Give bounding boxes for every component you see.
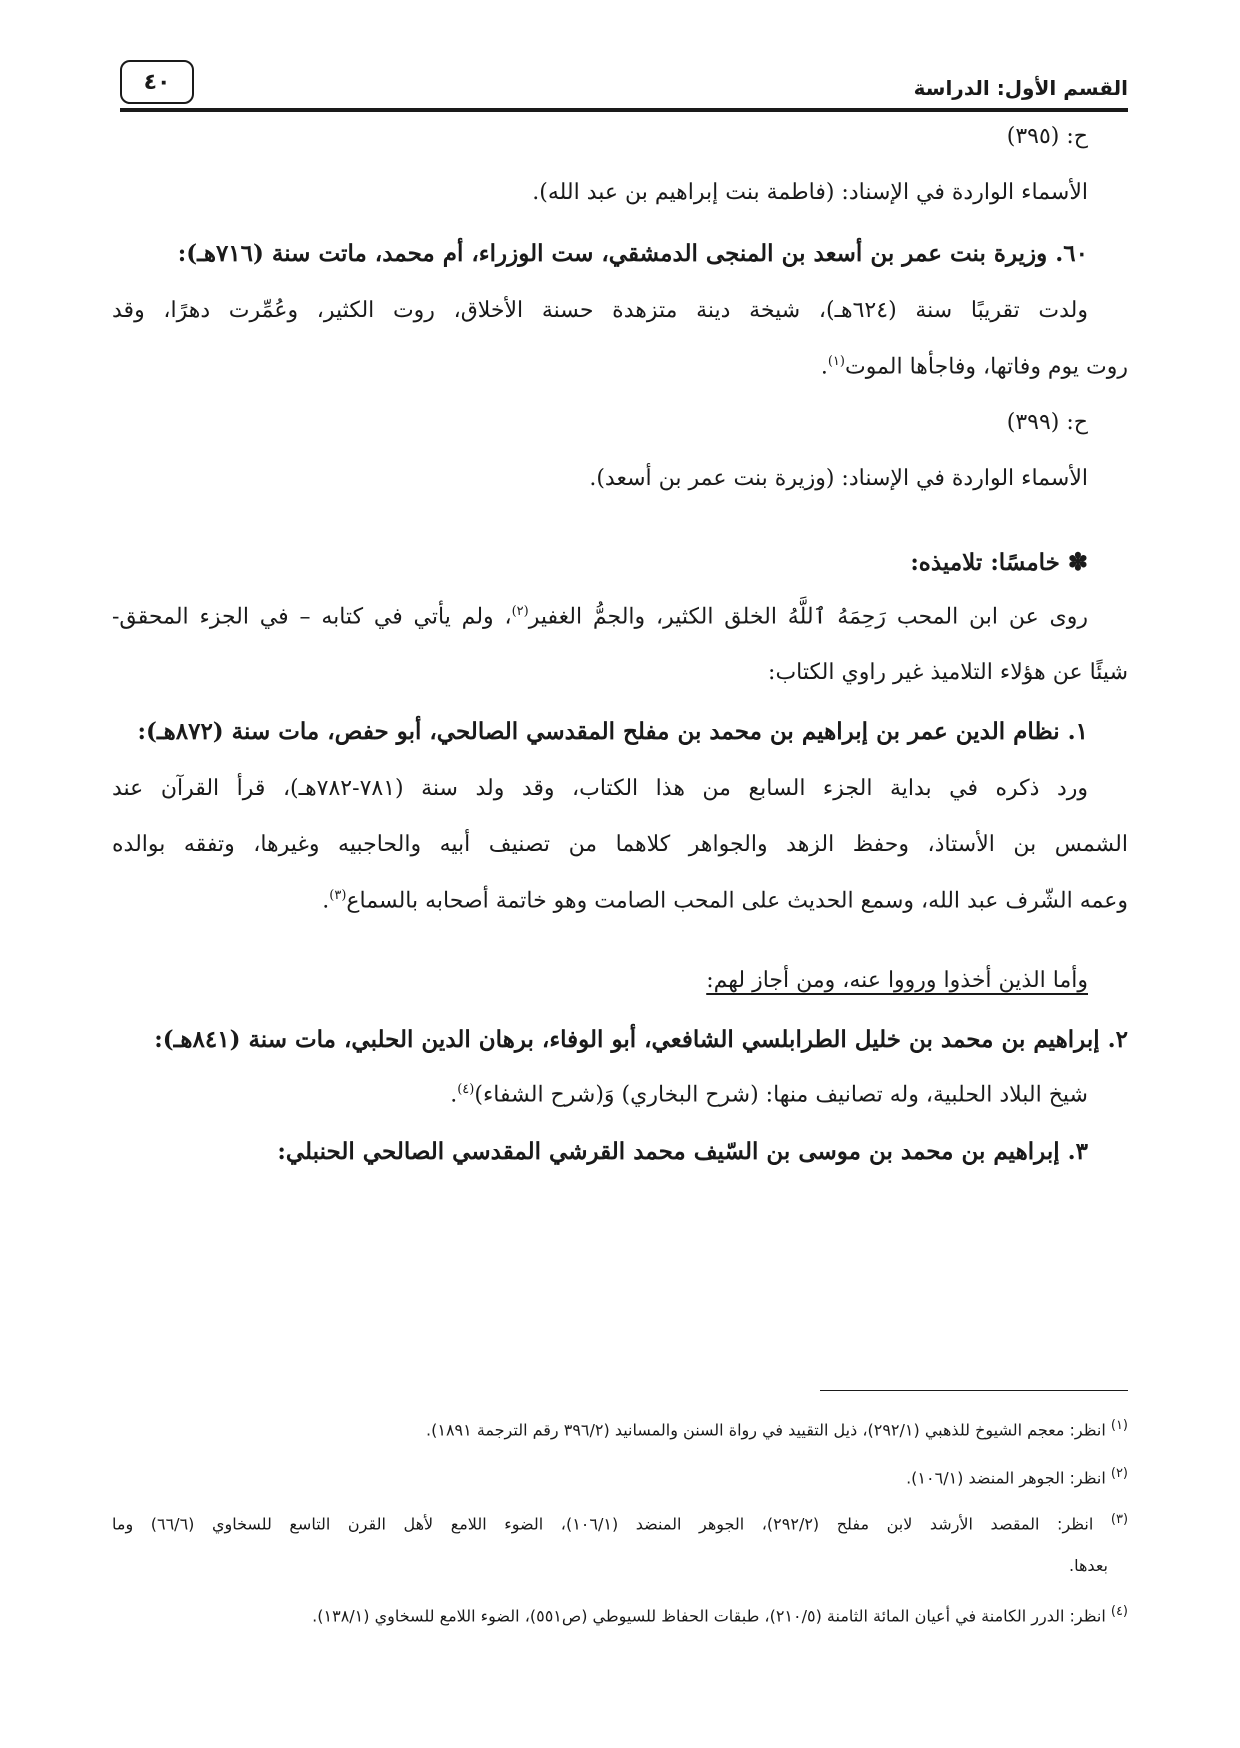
footnote-number: (٢): [1110, 1466, 1128, 1481]
paragraph-line: ورد ذكره في بداية الجزء السابع من هذا الكتاب، وقد ولد سنة (٧٨١-٧٨٢هـ)، قرأ القرآن عند: [112, 776, 1088, 801]
entry-heading-1: ١. نظام الدين عمر بن إبراهيم بن محمد بن مفلح المقدسي الصالحي، أبو حفص، مات سنة (٨٧٢هـ):: [137, 718, 1088, 745]
footnote-text: انظر: الجوهر المنضد (١٠٦/١).: [906, 1468, 1106, 1488]
paragraph-text: .: [820, 354, 828, 380]
isnad-names-2: الأسماء الواردة في الإسناد: (وزيرة بنت عمر بن أسعد).: [589, 466, 1088, 491]
paragraph-text: ، ولم يأتي في كتابه – في الجزء المحقق-: [112, 604, 512, 630]
footnote-text: انظر: المقصد الأرشد لابن مفلح (٢٩٢/٢)، الجوهر المنضد (١٠٦/١)، الضوء اللامع لأهل القرن التاسع للسخاوي (٦٦/٦) وما: [112, 1514, 1094, 1534]
footnote-text: انظر: معجم الشيوخ للذهبي (٢٩٢/١)، ذيل التقييد في رواة السنن والمسانيد (٣٩٦/٢ رقم الترجمة ١٨٩١).: [426, 1420, 1106, 1440]
paragraph-text: وعمه الشّرف عبد الله، وسمع الحديث على المحب الصامت وهو خاتمة أصحابه بالسماع: [346, 888, 1128, 914]
footnote-number: (٤): [1110, 1604, 1128, 1619]
entry-heading-60: ٦٠. وزيرة بنت عمر بن أسعد بن المنجى الدمشقي، ست الوزراء، أم محمد، ماتت سنة (٧١٦هـ):: [177, 240, 1088, 267]
paragraph-text: .: [322, 888, 330, 914]
paragraph-line: ولدت تقريبًا سنة (٦٢٤هـ)، شيخة دينة متزهدة حسنة الأخلاق، روت الكثير، وعُمِّرت دهرًا، وقد: [112, 298, 1088, 323]
footnote-text: انظر: الدرر الكامنة في أعيان المائة الثامنة (٢١٠/٥)، طبقات الحفاظ للسيوطي (ص٥٥١)، الضوء اللامع للسخاوي (١٣٨/١).: [312, 1606, 1106, 1626]
section-heading-students: [910, 548, 1088, 577]
hadith-ref-1: ح: (٣٩٥): [1006, 124, 1088, 149]
footnote-separator: [820, 1390, 1128, 1391]
footnote-4: [312, 1604, 1128, 1626]
hadith-ref-2: ح: (٣٩٩): [1006, 410, 1088, 435]
paragraph-text: شيخ البلاد الحلبية، وله تصانيف منها: (شرح البخاري) وَ(شرح الشفاء): [474, 1082, 1088, 1108]
entry-heading-2: ٢. إبراهيم بن محمد بن خليل الطرابلسي الشافعي، أبو الوفاء، برهان الدين الحلبي، مات سنة (٨٤١هـ):: [154, 1026, 1128, 1053]
paragraph-line: [450, 1082, 1088, 1109]
header-rule: [120, 108, 1128, 112]
isnad-names-1: الأسماء الواردة في الإسناد: (فاطمة بنت إبراهيم بن عبد الله).: [532, 180, 1088, 205]
footnote-ref[interactable]: (١): [827, 354, 845, 369]
footnote-2: [906, 1466, 1128, 1488]
section-title: القسم الأول: الدراسة: [913, 76, 1128, 100]
paragraph-line: [322, 888, 1128, 915]
footnote-1: [426, 1418, 1128, 1440]
footnote-number: (٣): [1110, 1512, 1129, 1527]
page-number: ٤٠: [120, 60, 194, 104]
footnote-ref[interactable]: (٤): [457, 1082, 475, 1097]
footnote-3: [112, 1512, 1128, 1534]
paragraph-line: [821, 354, 1128, 381]
sub-heading: وأما الذين أخذوا ورووا عنه، ومن أجاز لهم:: [706, 968, 1088, 993]
paragraph-text: .: [450, 1082, 458, 1108]
flower-ornament-icon: ✽: [1067, 547, 1088, 576]
paragraph-text: روت يوم وفاتها، وفاجأها الموت: [844, 354, 1128, 380]
paragraph-line: الشمس بن الأستاذ، وحفظ الزهد والجواهر كلاهما من تصنيف أبيه والحاجبيه وغيرها، وتفقه بوالده: [112, 832, 1128, 857]
paragraph-line: شيئًا عن هؤلاء التلاميذ غير راوي الكتاب:: [768, 660, 1128, 685]
paragraph-text: روى عن ابن المحب رَحِمَهُ ٱللَّهُ الخلق الكثير، والجمُّ الغفير: [528, 604, 1088, 630]
footnote-ref[interactable]: (٣): [329, 888, 347, 903]
paragraph-line: [112, 604, 1088, 631]
entry-heading-3: ٣. إبراهيم بن محمد بن موسى بن السّيف محمد القرشي المقدسي الصالحي الحنبلي:: [277, 1138, 1088, 1165]
footnote-ref[interactable]: (٢): [511, 604, 529, 619]
footnote-3-continued: بعدها.: [1069, 1556, 1108, 1575]
section-heading-text: خامسًا: تلاميذه:: [910, 549, 1060, 576]
footnote-number: (١): [1110, 1418, 1128, 1433]
